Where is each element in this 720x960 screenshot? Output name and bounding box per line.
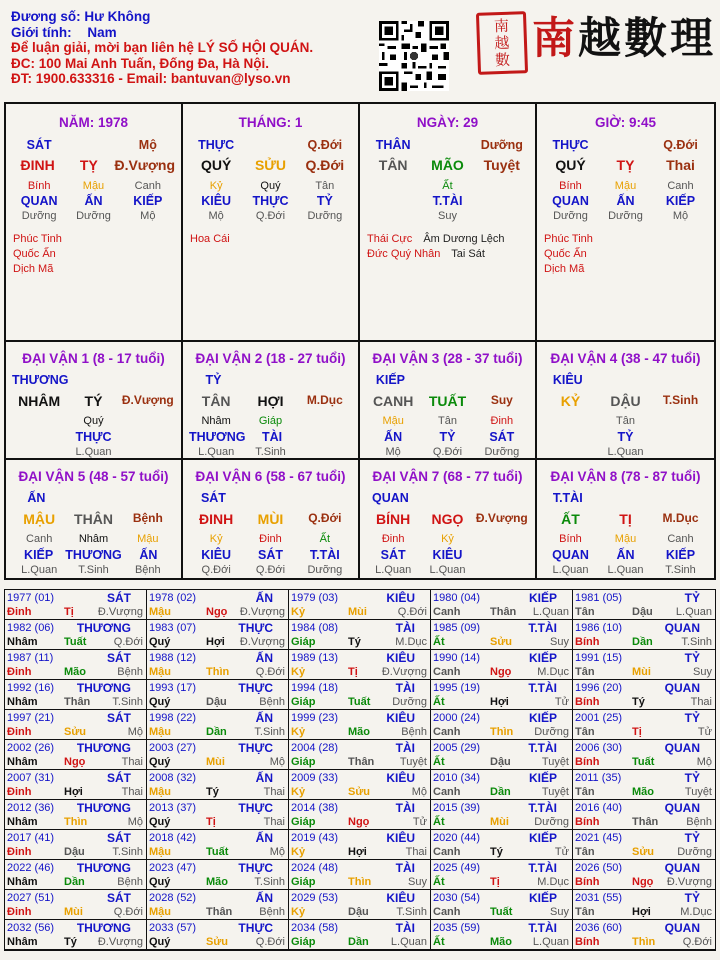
pillar-value: Ất [442, 180, 453, 192]
year-cell: 2002 (26) THƯƠNG Nhâm Ngọ Thai [5, 740, 147, 770]
pillar-value: TÂN [378, 157, 408, 173]
pillar-value: THỰC [252, 194, 289, 208]
pillar-value: Q.Đới [255, 210, 286, 222]
year-cell: 2027 (51) SÁT Đinh Mùi Q.Đới [5, 890, 147, 920]
pillar-value: Q.Đới [663, 138, 698, 152]
pillar-value: THỰC [198, 138, 235, 152]
dai-van-cell: ĐẠI VẬN 5 (48 - 57 tuổi) ẤN MẬU THÂN Bệnh Canh Nhâm Mậu KIẾP THƯƠNG ẤN L.Quan T.Sinh Bệnh [6, 460, 183, 578]
year-cell: 1977 (01) SÁT Đinh Tị Đ.Vượng [5, 590, 147, 620]
year-cell: 2036 (60) QUAN Bính Thìn Q.Đới [573, 920, 715, 950]
owner-value: Hư Không [84, 9, 151, 24]
pillar-value [366, 194, 420, 208]
dai-van-cell: ĐẠI VẬN 8 (78 - 87 tuổi) T.TÀI ẤT TỊ M.Dục Bính Mậu Canh QUAN ẤN KIẾP L.Quan L.Quan T.Sinh [537, 460, 714, 578]
pillar-title: GIỜ: 9:45 [594, 115, 657, 130]
year-cell: 1979 (03) KIÊU Kỷ Mùi Q.Đới [289, 590, 431, 620]
pillar-value: Mậu [82, 180, 105, 192]
pillar-value: Thai [666, 157, 695, 173]
dai-van-title: ĐẠI VẬN 8 (78 - 87 tuổi) [550, 469, 701, 484]
year-cell: 1993 (17) THỰC Quý Dậu Bệnh [147, 680, 289, 710]
contact-line: Để luận giải, mời bạn liên hệ LÝ SỐ HỘI QUÁN. [11, 40, 314, 55]
pillar-value: Dưỡng [608, 210, 643, 222]
pillar-value: ĐINH [20, 157, 55, 173]
pillar-value [366, 210, 420, 222]
gender-label: Giới tính: [11, 24, 72, 40]
pillar-value: Tuyệt [483, 157, 520, 173]
year-cell: 1999 (23) KIÊU Kỷ Mão Bệnh [289, 710, 431, 740]
year-cell: 2026 (50) QUAN Bính Ngọ Đ.Vượng [573, 860, 715, 890]
red-seal-logo: 南 越 數 [476, 11, 528, 75]
pillar-value [66, 138, 120, 152]
year-cell: 1988 (12) ẤN Mậu Thìn Q.Đới [147, 650, 289, 680]
dai-van-row-1 [4, 342, 716, 460]
pillar-value: ẤN [616, 194, 635, 208]
dai-van-title: ĐẠI VẬN 5 (48 - 57 tuổi) [18, 469, 169, 484]
four-pillars [4, 102, 716, 342]
phone-email-line: ĐT: 1900.633316 - Email: bantuvan@lyso.vn [11, 71, 291, 86]
pillar-value: MÃO [431, 157, 464, 173]
brand-title: 南越數理 [532, 14, 716, 64]
pillar-value: QUÝ [555, 157, 586, 173]
pillar-value: Canh [667, 180, 694, 192]
dai-van-title: ĐẠI VẬN 4 (38 - 47 tuổi) [550, 351, 701, 366]
year-cell: 2015 (39) T.TÀI Ất Mùi Dưỡng [431, 800, 573, 830]
pillar-cell: NĂM: 1978 SÁT Mộ ĐINH TỴ Đ.Vượng Bính Mậu Canh QUAN ẤN KIẾP Dưỡng Dưỡng Mộ Phúc Tinh Quốc Ấn Dịch Mã [6, 104, 183, 340]
year-cell: 1978 (02) ẤN Mậu Ngọ Đ.Vượng [147, 590, 289, 620]
pillar-value: Dưỡng [21, 210, 57, 222]
year-cell: 2008 (32) ẤN Mậu Tý Thai [147, 770, 289, 800]
year-cell: 2006 (30) QUAN Bính Tuất Mộ [573, 740, 715, 770]
dai-van-cell: ĐẠI VẬN 6 (58 - 67 tuổi) SÁT ĐINH MÙI Q.Đới Kỷ Đinh Ất KIÊU SÁT T.TÀI Q.Đới Q.Đới Dưỡng [183, 460, 360, 578]
year-cell: 1995 (19) T.TÀI Ất Hợi Tử [431, 680, 573, 710]
pillar-value: Mộ [138, 138, 157, 152]
pillar-value: TỴ [79, 157, 98, 173]
year-cell: 1982 (06) THƯƠNG Nhâm Tuất Q.Đới [5, 620, 147, 650]
year-cell: 2034 (58) TÀI Giáp Dần L.Quan [289, 920, 431, 950]
dai-van-title: ĐẠI VẬN 1 (8 - 17 tuổi) [22, 351, 165, 366]
year-cell: 2028 (52) ẤN Mậu Thân Bệnh [147, 890, 289, 920]
year-cell: 1981 (05) TỶ Tân Dậu L.Quan [573, 590, 715, 620]
pillar-value: KIÊU [201, 194, 232, 208]
pillar-value: Suy [438, 210, 457, 222]
pillar-cell: THÁNG: 1 THỰC Q.Đới QUÝ SỬU Q.Đới Kỷ Quý Tân KIÊU THỰC TỶ Mộ Q.Đới Dưỡng Hoa Cái [183, 104, 360, 340]
pillar-value: QUÝ [200, 157, 232, 173]
pillar-value [475, 180, 529, 192]
year-cell: 1987 (11) SÁT Đinh Mão Bệnh [5, 650, 147, 680]
pillar-value: Dưỡng [553, 210, 588, 222]
dai-van-title: ĐẠI VẬN 2 (18 - 27 tuổi) [195, 351, 346, 366]
pillar-value: KIẾP [133, 194, 163, 208]
dai-van-cell: ĐẠI VẬN 4 (38 - 47 tuổi) KIÊU KỶ DẬU T.Sinh Tân TỶ L.Quan [537, 342, 714, 458]
year-cell: 2025 (49) T.TÀI Ất Tị M.Dục [431, 860, 573, 890]
pillar-value: T.TÀI [432, 194, 463, 208]
year-cell: 2009 (33) KIÊU Kỷ Sửu Mộ [289, 770, 431, 800]
pillar-value: Mộ [208, 210, 224, 222]
pillar-value: ẤN [84, 194, 103, 208]
year-cell: 2010 (34) KIẾP Canh Dần Tuyệt [431, 770, 573, 800]
year-cell: 1984 (08) TÀI Giáp Tý M.Dục [289, 620, 431, 650]
pillar-value [366, 180, 420, 192]
year-cell: 1997 (21) SÁT Đinh Sửu Mộ [5, 710, 147, 740]
year-cell: 1986 (10) QUAN Bính Dần T.Sinh [573, 620, 715, 650]
pillar-cell: GIỜ: 9:45 THỰC Q.Đới QUÝ TỴ Thai Bính Mậu Canh QUAN ẤN KIẾP Dưỡng Dưỡng Mộ Phúc Tinh Quốc Ấn Dịch Mã [537, 104, 714, 340]
address-line: ĐC: 100 Mai Anh Tuấn, Đống Đa, Hà Nội. [11, 55, 270, 71]
pillar-value: Dưỡng [480, 138, 523, 152]
year-cell: 2030 (54) KIẾP Canh Tuất Suy [431, 890, 573, 920]
year-cell: 2029 (53) KIÊU Kỷ Dậu T.Sinh [289, 890, 431, 920]
owner-label: Đương số: [11, 9, 81, 24]
year-cell: 2004 (28) TÀI Giáp Thân Tuyệt [289, 740, 431, 770]
year-cell: 2022 (46) THƯƠNG Nhâm Dần Bệnh [5, 860, 147, 890]
year-cell: 2035 (59) T.TÀI Ất Mão L.Quan [431, 920, 573, 950]
year-cell: 1991 (15) TỶ Tân Mùi Suy [573, 650, 715, 680]
pillar-value: Canh [134, 180, 161, 192]
pillar-value: Kỷ [209, 180, 223, 192]
pillar-value: Quý [260, 180, 281, 192]
dai-van-title: ĐẠI VẬN 7 (68 - 77 tuổi) [372, 469, 523, 484]
pillar-value: Q.Đới [305, 157, 345, 173]
pillar-value: Đ.Vượng [114, 157, 176, 173]
dai-van-row-2 [4, 460, 716, 580]
year-cell: 1990 (14) KIẾP Canh Ngọ M.Dục [431, 650, 573, 680]
pillar-value [598, 138, 653, 152]
dai-van-title: ĐẠI VẬN 6 (58 - 67 tuổi) [195, 469, 346, 484]
pillar-value: QUAN [20, 194, 58, 208]
year-cell: 2011 (35) TỶ Tân Mão Tuyệt [573, 770, 715, 800]
pillar-value: QUAN [552, 194, 589, 208]
year-cell: 1985 (09) T.TÀI Ất Sửu Suy [431, 620, 573, 650]
pillar-value [420, 138, 474, 152]
year-cell: 2033 (57) THỰC Quý Sửu Q.Đới [147, 920, 289, 950]
year-cell: 1996 (20) QUAN Bính Tý Thai [573, 680, 715, 710]
pillar-value: Mộ [140, 210, 156, 222]
year-cell: 2014 (38) TÀI Giáp Ngọ Tử [289, 800, 431, 830]
pillar-cell: NGÀY: 29 THÂN Dưỡng TÂN MÃO Tuyệt Ất T.TÀI Suy Thái Cực Âm Dương Lệch Đức Quý Nhân Tai Sát [360, 104, 537, 340]
header [11, 9, 371, 87]
pillar-value: Dưỡng [76, 210, 111, 222]
pillar-title: NĂM: 1978 [58, 115, 129, 130]
year-cell: 1994 (18) TÀI Giáp Tuất Dưỡng [289, 680, 431, 710]
dai-van-cell: ĐẠI VẬN 3 (28 - 37 tuổi) KIẾP CANH TUẤT Suy Mậu Tân Đinh ẤN TỶ SÁT Mộ Q.Đới Dưỡng [360, 342, 537, 458]
dai-van-title: ĐẠI VẬN 3 (28 - 37 tuổi) [372, 351, 523, 366]
pillar-value: TỴ [616, 157, 635, 173]
year-cell: 2017 (41) SÁT Đinh Dậu T.Sinh [5, 830, 147, 860]
year-cell: 2023 (47) THỰC Quý Mão T.Sinh [147, 860, 289, 890]
pillar-value: SÁT [26, 138, 52, 152]
pillar-title: THÁNG: 1 [238, 115, 303, 130]
year-cell: 2018 (42) ẤN Mậu Tuất Mộ [147, 830, 289, 860]
qr-code [379, 21, 449, 91]
pillar-value [243, 138, 297, 152]
year-cell: 2003 (27) THỰC Quý Mùi Mộ [147, 740, 289, 770]
dai-van-cell: ĐẠI VẬN 7 (68 - 77 tuổi) QUAN BÍNH NGỌ Đ.Vượng Đinh Kỷ SÁT KIÊU L.Quan L.Quan [360, 460, 537, 578]
year-cell: 1983 (07) THỰC Quý Hợi Đ.Vượng [147, 620, 289, 650]
year-cell: 2000 (24) KIẾP Canh Thìn Dưỡng [431, 710, 573, 740]
pillar-value: Bính [559, 180, 582, 192]
year-cell: 2005 (29) T.TÀI Ất Dậu Tuyệt [431, 740, 573, 770]
pillar-title: NGÀY: 29 [416, 115, 479, 130]
year-cell: 1998 (22) ẤN Mậu Dần T.Sinh [147, 710, 289, 740]
pillar-value [475, 194, 529, 208]
pillar-value: Mậu [614, 180, 637, 192]
year-cell: 1992 (16) THƯƠNG Nhâm Thân T.Sinh [5, 680, 147, 710]
pillar-value: Tân [315, 180, 335, 192]
pillar-value [475, 210, 529, 222]
year-cell: 1989 (13) KIÊU Kỷ Tị Đ.Vượng [289, 650, 431, 680]
year-cell: 2001 (25) TỶ Tân Tị Tử [573, 710, 715, 740]
pillar-value: THỰC [552, 138, 589, 152]
year-cell: 2019 (43) KIÊU Kỷ Hợi Thai [289, 830, 431, 860]
year-cell: 2016 (40) QUAN Bính Thân Bệnh [573, 800, 715, 830]
year-cell: 2007 (31) SÁT Đinh Hợi Thai [5, 770, 147, 800]
gender-value: Nam [87, 24, 117, 40]
year-cell: 2020 (44) KIẾP Canh Tý Tử [431, 830, 573, 860]
year-cell: 2024 (48) TÀI Giáp Thìn Suy [289, 860, 431, 890]
annual-table [4, 589, 716, 951]
year-cell: 2013 (37) THỰC Quý Tị Thai [147, 800, 289, 830]
dai-van-cell: ĐẠI VẬN 1 (8 - 17 tuổi) THƯƠNG NHÂM TÝ Đ.Vượng Quý THỰC L.Quan [6, 342, 183, 458]
year-cell: 2031 (55) TỶ Tân Hợi M.Dục [573, 890, 715, 920]
year-cell: 1980 (04) KIẾP Canh Thân L.Quan [431, 590, 573, 620]
pillar-value: THÂN [375, 138, 411, 152]
dai-van-cell: ĐẠI VẬN 2 (18 - 27 tuổi) TỶ TÂN HỢI M.Dục Nhâm Giáp THƯƠNG TÀI L.Quan T.Sinh [183, 342, 360, 458]
pillar-value: Q.Đới [307, 138, 343, 152]
pillar-value: TỶ [316, 194, 333, 208]
pillar-value: Mộ [672, 210, 689, 222]
pillar-value: Dưỡng [307, 210, 343, 222]
pillar-value: Bính [27, 180, 51, 192]
year-cell: 2021 (45) TỶ Tân Sửu Dưỡng [573, 830, 715, 860]
year-cell: 2012 (36) THƯƠNG Nhâm Thìn Mộ [5, 800, 147, 830]
pillar-value: KIẾP [665, 194, 696, 208]
year-cell: 2032 (56) THƯƠNG Nhâm Tý Đ.Vượng [5, 920, 147, 950]
pillar-value: SỬU [254, 157, 287, 173]
